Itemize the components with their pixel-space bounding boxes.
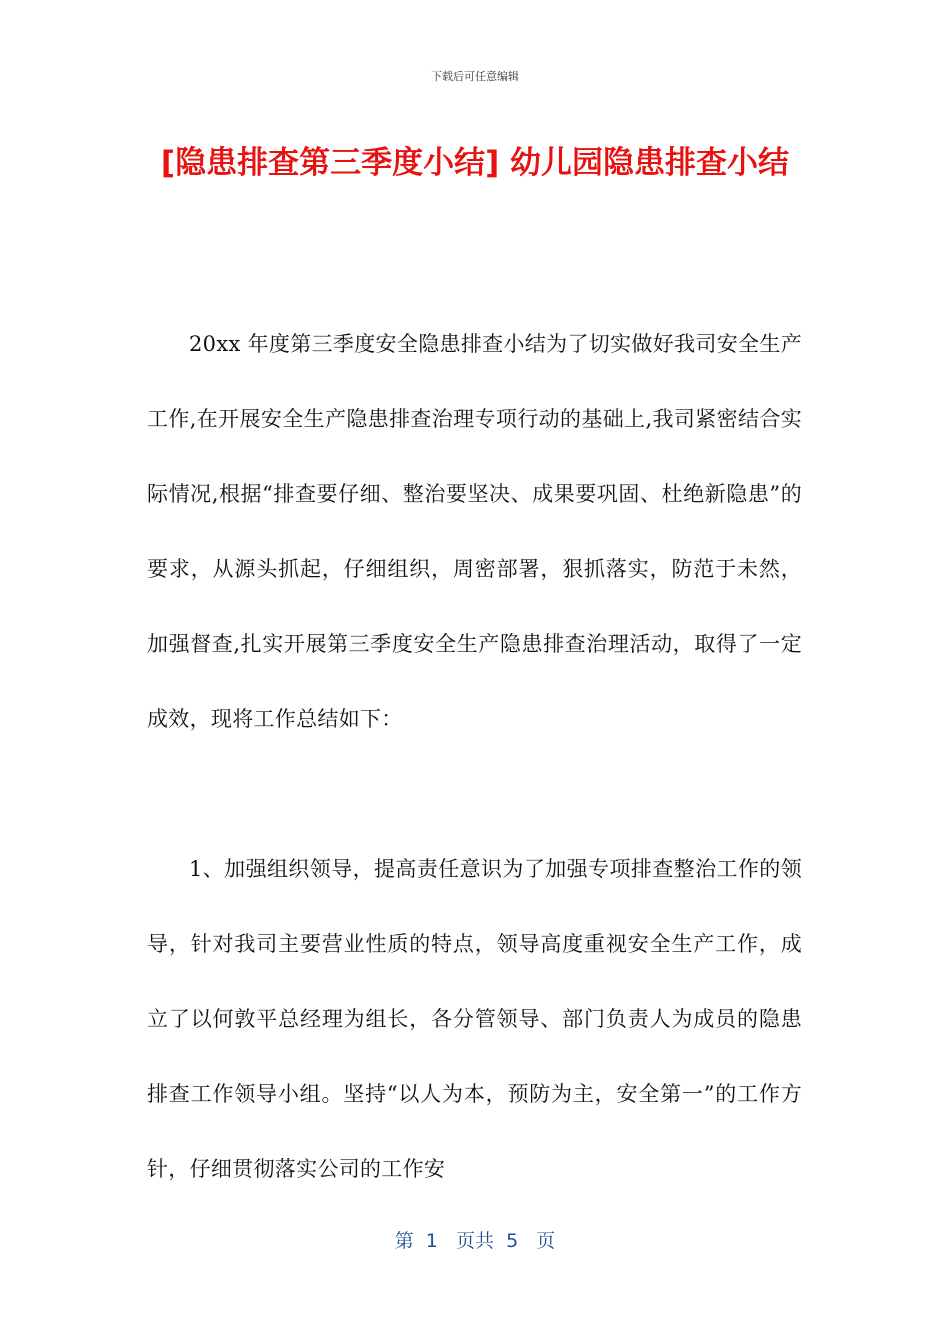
body-paragraph: 20xx 年度第三季度安全隐患排查小结为了切实做好我司安全生产工作,在开展安全生产隐患排查治理专项行动的基础上,我司紧密结合实际情况,根据“排查要仔细、整治要坚决、成果要巩固、杜绝新隐患”的要求，从源头抓起，仔细组织，周密部署，狠抓落实，防范于未然，加强督查,扎实开展第三季度安全生产隐患排查治理活动，取得了一定成效，现将工作总结如下： <box>147 332 802 731</box>
header-note: 下载后可任意编辑 <box>431 70 519 83</box>
body-paragraph: 1、加强组织领导，提高责任意识为了加强专项排查整治工作的领导，针对我司主要营业性质的特点，领导高度重视安全生产工作，成立了以何敦平总经理为组长，各分管领导、部门负责人为成员的隐患排查工作领导小组。坚持“以人为本，预防为主，安全第一”的工作方针，仔细贯彻落实公司的工作安 <box>147 857 802 1181</box>
document-title: [隐患排查第三季度小结] 幼儿园隐患排查小结 <box>160 145 790 181</box>
page-number-footer: 第 1 页共 5 页 <box>394 1230 556 1252</box>
